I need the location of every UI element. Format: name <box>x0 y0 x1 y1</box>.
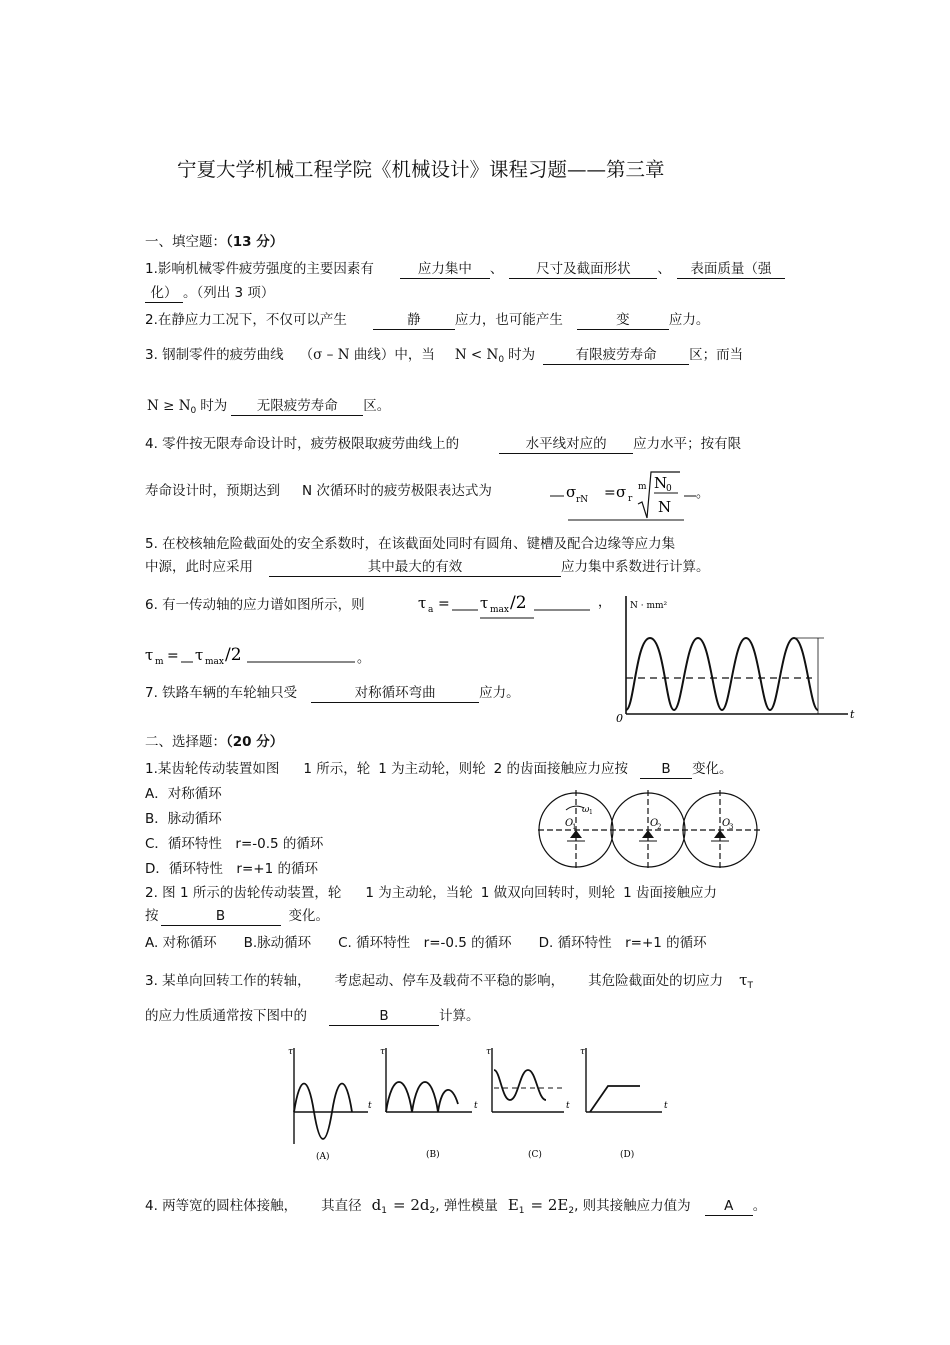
q-text: 的应力性质通常按下图中的 <box>145 1008 307 1024</box>
subscript: max <box>205 657 224 667</box>
q-text: 考虑起动、停车及载荷不平稳的影响， <box>334 973 565 989</box>
q-text: 其直径 <box>321 1198 362 1214</box>
question-1-3 <box>145 346 743 369</box>
subscript: 1 <box>518 1206 525 1216</box>
q-text: 中源，此时应采用 <box>145 559 253 575</box>
q-text: 应力水平；按有限 <box>633 436 742 452</box>
subscript: 1 <box>572 823 577 831</box>
subscript: a <box>428 605 434 615</box>
tau-label: τ <box>380 1047 385 1057</box>
q-text: 时为 <box>508 347 536 363</box>
omega-label: ω <box>582 805 590 815</box>
option-b: B．脉动循环 <box>145 811 222 827</box>
option-c: C．循环特性 r=-0.5 的循环 <box>145 836 324 852</box>
q-text: （σ – N 曲线）中，当 <box>299 347 435 363</box>
answer: B <box>329 1008 439 1026</box>
caption-b: (B) <box>426 1150 440 1160</box>
o3-label: O <box>722 818 731 829</box>
question-2-2 <box>145 884 717 902</box>
question-1-6: 6. 有一传动轴的应力谱如图所示，则 <box>145 597 365 613</box>
q-text: 变化。 <box>692 761 733 777</box>
tau-symbol: τ <box>739 971 748 989</box>
page-title: 宁夏大学机械工程学院《机械设计》课程习题——第三章 <box>177 158 665 181</box>
q-text: 3. 钢制零件的疲劳曲线 <box>145 347 284 363</box>
section-1-score: （13 分） <box>226 234 284 250</box>
tau-symbol: τ <box>145 646 154 664</box>
sigma-symbol: σ <box>616 483 627 501</box>
answer: 无限疲劳寿命 <box>231 398 363 416</box>
subscript: T <box>747 981 753 991</box>
math: N < N <box>454 347 499 363</box>
q-text: 变化。 <box>288 908 329 924</box>
math: = 2E <box>530 1196 569 1214</box>
answer: 其中最大的有效 <box>269 559 561 577</box>
question-1-2 <box>145 311 709 330</box>
answer: B <box>161 908 281 926</box>
subscript: 3 <box>729 823 734 831</box>
tau-label: τ <box>288 1047 293 1057</box>
q-text: 1 为主动轮，当轮 <box>365 885 473 901</box>
denominator: N <box>658 498 672 516</box>
tau-symbol: τ <box>418 594 427 612</box>
tau-m-formula <box>145 638 375 674</box>
caption-a: (A) <box>316 1152 330 1162</box>
q-text: 寿命设计时，预期达到 <box>145 483 280 499</box>
equals: = <box>438 596 450 612</box>
bearing-support-icon <box>570 830 582 838</box>
root-index: m <box>638 482 647 492</box>
question-1-4 <box>145 435 741 454</box>
subscript: 0 <box>666 484 672 494</box>
tau-a-formula <box>418 586 618 622</box>
wave-a <box>294 1084 352 1140</box>
math-sub: 0 <box>498 355 505 365</box>
subscript: m <box>155 657 164 667</box>
t-label: t <box>664 1101 668 1111</box>
question-1-1-cont <box>145 284 274 303</box>
q-text: 其危险截面处的切应力 <box>588 973 724 989</box>
caption-c: (C) <box>528 1150 542 1160</box>
o1-label: O <box>565 818 574 829</box>
q-text: 1 为主动轮，则轮 <box>378 761 486 777</box>
subscript: 1 <box>381 1206 388 1216</box>
question-2-4 <box>145 1196 766 1220</box>
period: 。 <box>696 486 710 501</box>
numerator: N <box>654 474 668 492</box>
question-2-1 <box>145 760 733 779</box>
subscript: r <box>628 494 633 504</box>
option-a: A．对称循环 <box>145 786 222 802</box>
q-text: 1 所示，轮 <box>303 761 371 777</box>
t-label: t <box>474 1101 478 1111</box>
q-text: 2. 图 1 所示的齿轮传动装置，轮 <box>145 885 342 901</box>
subscript: max <box>490 605 509 615</box>
stress-wave <box>626 638 818 710</box>
subscript: 1 <box>589 809 593 816</box>
math: d <box>371 1196 382 1214</box>
origin-label: 0 <box>616 712 623 725</box>
math: N ≥ N <box>147 398 191 414</box>
q-text: 4. 零件按无限寿命设计时，疲劳极限取疲劳曲线上的 <box>145 436 460 452</box>
question-1-1 <box>145 260 785 279</box>
answer: A <box>705 1198 753 1216</box>
answer: 变 <box>577 312 669 330</box>
q-text: 计算。 <box>439 1008 480 1024</box>
math: E <box>507 1196 519 1214</box>
answer: 应力集中 <box>400 261 490 279</box>
section-1-heading <box>145 233 283 251</box>
q-text: 2 的齿面接触应力应按 <box>493 761 629 777</box>
wave-b <box>386 1082 458 1112</box>
q-text: 1 做双向回转时，则轮 <box>480 885 616 901</box>
question-2-3 <box>145 971 753 995</box>
question-2-2-options: A. 对称循环 B.脉动循环 C. 循环特性 r=-0.5 的循环 D. 循环特性 r=+1 的循环 <box>145 935 707 951</box>
o2-label: O <box>650 818 659 829</box>
question-1-4-cont <box>145 482 492 500</box>
math-sub: 0 <box>190 406 197 416</box>
sep: 、 <box>657 261 671 277</box>
subscript: 2 <box>429 1206 436 1216</box>
period: 。 <box>752 1198 767 1214</box>
tau-label: τ <box>580 1047 585 1057</box>
question-1-7 <box>145 684 520 703</box>
question-1-5-cont <box>145 558 710 577</box>
q-text: 应力集中系数进行计算。 <box>561 559 710 575</box>
period: 。 <box>357 651 371 666</box>
wave-d <box>590 1086 640 1112</box>
q-text: 应力。 <box>479 685 520 701</box>
equals: = <box>604 485 616 501</box>
fatigue-limit-formula <box>550 468 710 522</box>
q-text: , 则其接触应力值为 <box>574 1198 691 1214</box>
question-2-3-cont <box>145 1007 480 1026</box>
answer: 有限疲劳寿命 <box>543 347 689 365</box>
answer: 静 <box>373 312 455 330</box>
q-text: , 弹性模量 <box>435 1198 498 1214</box>
answer: 对称循环弯曲 <box>311 685 479 703</box>
q-text: 。（列出 3 项） <box>183 285 275 301</box>
q-text: 2.在静应力工况下，不仅可以产生 <box>145 312 347 328</box>
option-d: D．循环特性 r=+1 的循环 <box>145 861 318 877</box>
sigma-symbol: σ <box>566 483 577 501</box>
q-text: 1.影响机械零件疲劳强度的主要因素有 <box>145 261 374 277</box>
sep: 、 <box>489 261 504 277</box>
answer: 水平线对应的 <box>499 436 633 454</box>
tau-label: τ <box>486 1047 491 1057</box>
answer: 化） <box>145 285 183 303</box>
subscript: 2 <box>657 823 662 831</box>
section-2-title: 二、选择题： <box>145 734 226 750</box>
question-1-3-cont <box>147 397 390 420</box>
section-2-score: （20 分） <box>226 734 284 750</box>
math: = 2d <box>393 1196 430 1214</box>
q-text: 7. 铁路车辆的车轮轴只受 <box>145 685 298 701</box>
bearing-support-icon <box>714 830 726 838</box>
q-text: 按 <box>145 908 159 924</box>
subscript: 2 <box>568 1206 575 1216</box>
wave-c <box>494 1070 546 1100</box>
y-axis-label: N · mm² <box>630 601 668 611</box>
question-2-2-cont <box>145 907 329 926</box>
q-text: N 次循环时的疲劳极限表达式为 <box>302 483 492 499</box>
bearing-support-icon <box>642 830 654 838</box>
q-text: 区。 <box>363 398 391 414</box>
stress-spectrum-figure <box>612 592 872 728</box>
waveform-options-figure <box>282 1044 682 1164</box>
equals: = <box>167 648 179 664</box>
q-text: 1 齿面接触应力 <box>623 885 718 901</box>
comma: ， <box>598 595 612 610</box>
subscript: rN <box>576 495 589 505</box>
section-1-title: 一、填空题： <box>145 234 226 250</box>
x-axis-label: t <box>850 708 855 721</box>
section-2-heading <box>145 733 283 751</box>
gear-train-figure <box>538 786 788 876</box>
answer: B <box>640 761 692 779</box>
q-text: 3. 某单向回转工作的转轴， <box>145 973 311 989</box>
q-text: 区；而当 <box>689 347 744 363</box>
half: /2 <box>510 593 527 613</box>
t-label: t <box>566 1101 570 1111</box>
q-text: 应力。 <box>668 312 710 328</box>
tau-symbol: τ <box>480 594 489 612</box>
q-text: 时为 <box>200 398 228 414</box>
q-text: 4. 两等宽的圆柱体接触， <box>145 1198 298 1214</box>
tau-symbol: τ <box>195 646 204 664</box>
q-text: 应力，也可能产生 <box>454 312 563 328</box>
question-1-5: 5. 在校核轴危险截面处的安全系数时，在该截面处同时有圆角、键槽及配合边缘等应力集 <box>145 536 676 552</box>
caption-d: (D) <box>620 1150 635 1160</box>
t-label: t <box>368 1101 372 1111</box>
half: /2 <box>225 645 242 665</box>
answer: 表面质量（强 <box>677 261 785 279</box>
answer: 尺寸及截面形状 <box>509 261 657 279</box>
q-text: 1.某齿轮传动装置如图 <box>145 761 280 777</box>
